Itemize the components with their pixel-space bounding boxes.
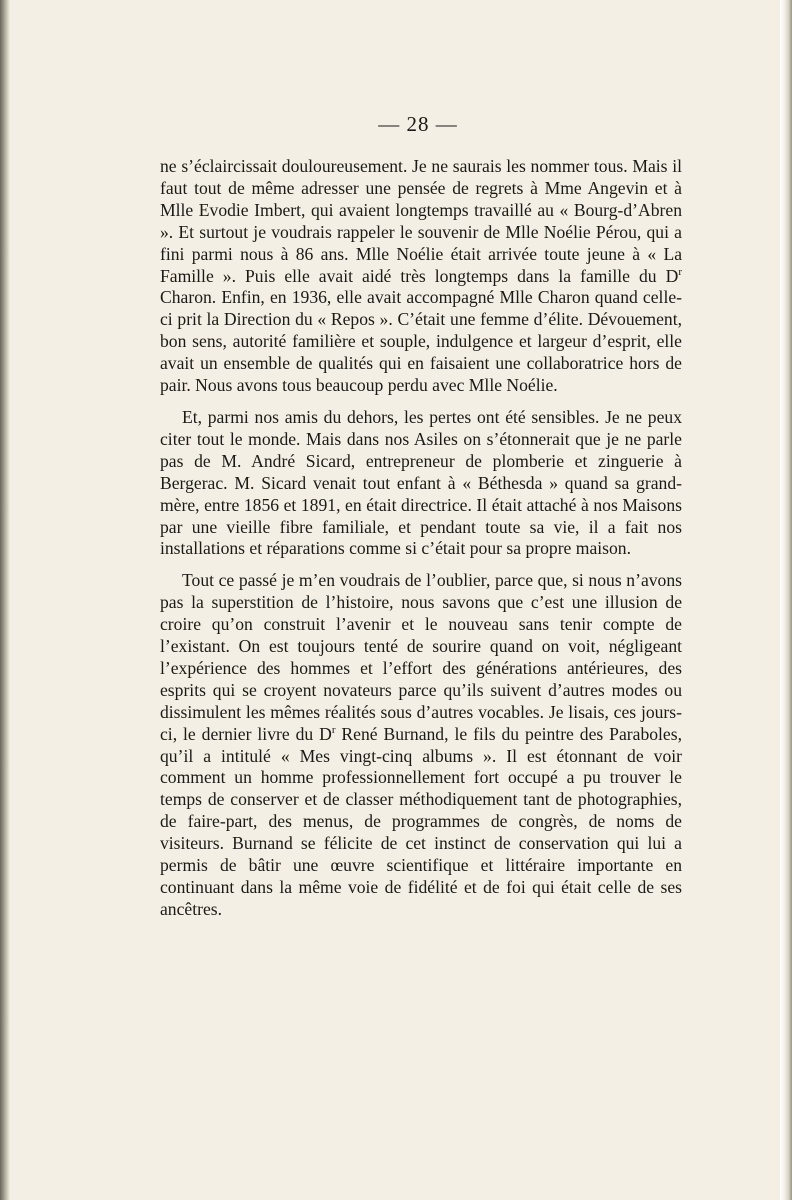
body-text: [160, 156, 682, 921]
text-segment: René Burnand, le fils du peintre des Paraboles, qu’il a intitulé « Mes vingt-cinq albums ». Il est étonnant de voir comment un homme professionnellement fort occupé a pu trouver le temps de conserver et de classer méthodiquement tant de photographies, de faire-part, des menus, de programmes de congrès, de noms de visiteurs. Burnand se félicite de cet instinct de conservation qui lui a permis de bâtir une œuvre scientifique et littéraire importante en continuant dans la même voie de fidélité et de foi qui était celle de ses ancêtres.: [160, 723, 682, 919]
text-segment: Et, parmi nos amis du dehors, les pertes ont été sensibles. Je ne peux citer tout le monde. Mais dans nos Asiles on s’étonnerait que je ne parle pas de M. André Sicard, entrepreneur de plomberie et zinguerie à Bergerac. M. Sicard venait tout enfant à « Béthesda » quand sa grand-mère, entre 1856 et 1891, en était directrice. Il était attaché à nos Maisons par une vieille fibre familiale, et pendant toute sa vie, il a fait nos installations et réparations comme si c’était pour sa propre maison.: [160, 406, 682, 559]
page-number: — 28 —: [378, 112, 458, 136]
text-segment: Charon. Enfin, en 1936, elle avait accompagné Mlle Charon quand celle-ci prit la Direction du « Repos ». C’était une femme d’élite. Dévouement, bon sens, autorité familière et souple, indulgence et largeur d’esprit, elle avait un ensemble de qualités qui en faisaient une collaboratrice hors de pair. Nous avons tous beaucoup perdu avec Mlle Noélie.: [160, 287, 682, 396]
paragraph: [160, 570, 682, 921]
paragraph: [160, 407, 682, 560]
text-segment: ne s’éclaircissait douloureusement. Je ne saurais les nommer tous. Mais il faut tout de même adresser une pensée de regrets à Mme Angevin et à Mlle Evodie Imbert, qui avaient longtemps travaillé au « Bourg-d’Abren ». Et surtout je voudrais rappeler le souvenir de Mlle Noélie Pérou, qui a fini parmi nous à 86 ans. Mlle Noélie était arrivée toute jeune à « La Famille ». Puis elle avait aidé très longtemps dans la famille du D: [160, 156, 682, 286]
superscript: r: [678, 265, 682, 278]
text-segment: Tout ce passé je m’en voudrais de l’oublier, parce que, si nous n’avons pas la superstition de l’histoire, nous savons que c’est une illusion de croire qu’on construit l’avenir et le nouveau sans tenir compte de l’existant. On est toujours tenté de sourire quand on voit, négligeant l’expérience des hommes et l’effort des générations antérieures, des esprits qui se croyent novateurs parce qu’ils suivent d’autres modes ou dissimulent les mêmes réalités sous d’autres vocables. Je lisais, ces jours-ci, le dernier livre du D: [160, 570, 682, 744]
paragraph: [160, 156, 682, 397]
page-edge: [780, 0, 792, 1200]
superscript: r: [331, 723, 336, 736]
binding-shadow: [0, 0, 10, 1200]
